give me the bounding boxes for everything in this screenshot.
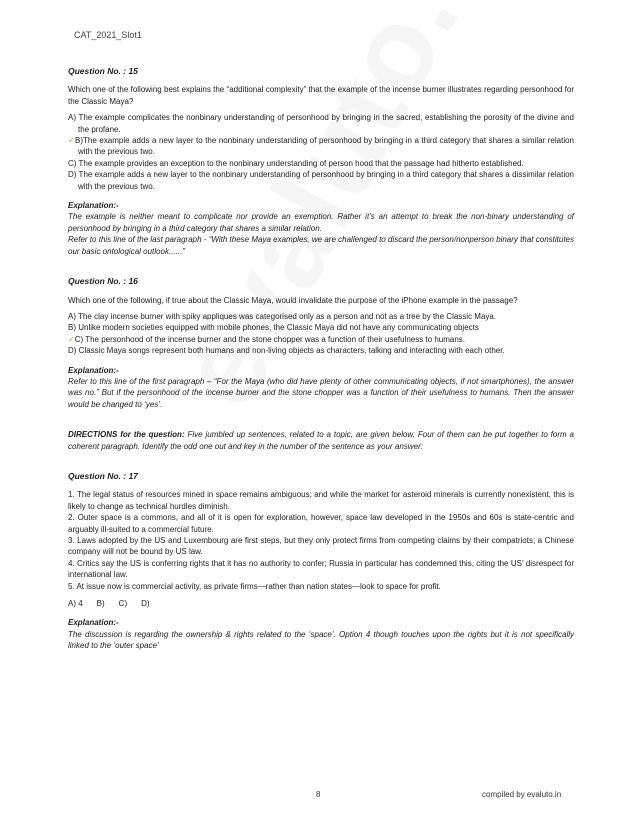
explanation-text: Refer to this line of the first paragraph – “For the Maya (who did have plenty of other communicating objects, if not smartphones), the answer was no.” But if the personhood of the incense burner and the stone chopper was a function of their usefulness to humans. Then the answer would be changed to ‘yes’. — [68, 376, 574, 409]
question-17 — [68, 471, 574, 652]
explanation-heading: Explanation:- — [68, 201, 119, 211]
check-icon: ✓ — [68, 334, 75, 344]
option-b: B) Unlike modern societies equipped with mobile phones, the Classic Maya did not have any communicating objects — [68, 323, 479, 333]
sentence: 4. Critics say the US is conferring rights that it has no authority to confer; Russia in particular has condemned this, citing the US’ disrespect for international law. — [68, 558, 574, 580]
explanation-text: The discussion is regarding the ownership & rights related to the ‘space’. Option 4 though touches upon the rights but it is not specifically linked to the ‘outer space’ — [68, 629, 574, 651]
answer-d: D) — [141, 599, 150, 609]
document-body — [68, 66, 574, 652]
question-16 — [68, 276, 574, 410]
question-heading: Question No. : 16 — [68, 276, 138, 287]
sentence: 2. Outer space is a commons, and all of it is open for exploration, however, space law developed in the 1950s and 60s is state-centric and arguably ill-suited to a commercial future. — [68, 513, 574, 534]
page-number: 8 — [316, 790, 321, 799]
option-d: D) Classic Maya songs represent both humans and non-living objects as characters, talking and interacting with each other. — [68, 346, 505, 356]
answer-b: B) — [96, 599, 105, 609]
explanation-text: Refer to this line of the last paragraph - “With these Maya examples, we are challenged to discard the person/nonperson binary that constitutes our basic ontological outlook......” — [68, 235, 574, 256]
sentence: 1. The legal status of resources mined in space remains ambiguous; and while the market for asteroid minerals is currently nonexistent, this is likely to change as technical hurdles diminish. — [68, 490, 574, 511]
sentence: 3. Laws adopted by the US and Luxembourg are first steps, but they only protect firms from competing claims by their compatriots; a Chinese company will not be bound by US law. — [68, 536, 574, 557]
answer-a: A) 4 — [68, 599, 83, 609]
directions-text: Five jumbled up sentences, related to a topic, are given below. Four of them can be put together to form a coherent paragraph. Identify the odd one out and key in the number of the sentence as your answer: — [68, 430, 574, 451]
question-text: Which one of the following, if true about the Classic Maya, would invalidate the purpose of the iPhone example in the passage? — [68, 295, 518, 305]
question-heading: Question No. : 17 — [68, 470, 138, 481]
option-a: A) The clay incense burner with spiky appliques was categorised only as a person and not as a tree by the Classic Maya. — [68, 311, 497, 321]
footer-credit: compiled by evaluto.in — [482, 790, 562, 799]
explanation-heading: Explanation:- — [68, 618, 119, 628]
explanation-heading: Explanation:- — [68, 365, 119, 375]
directions — [68, 429, 574, 452]
question-text: Which one of the following best explains the “additional complexity” that the example of the incense burner illustrates regarding personhood for the Classic Maya? — [68, 85, 574, 106]
question-heading: Question No. : 15 — [68, 66, 138, 76]
option-b: ✓B)The example adds a new layer to the nonbinary understanding of personhood by bringing in a third category that shares a similar relation with the previous two. — [68, 136, 575, 157]
directions-label: DIRECTIONS for the question: — [68, 430, 185, 440]
answer-c: C) — [118, 599, 128, 609]
explanation-text: The example is neither meant to complicate nor provide an exemption. Rather it’s an attempt to break the non-binary understanding of personhood by bringing in a third category that shares a similar relation. — [68, 212, 574, 233]
answer-options — [68, 598, 574, 609]
option-c: ✓C) The personhood of the incense burner and the stone chopper was a function of their usefulness to humans. — [68, 334, 466, 344]
option-d: D) The example adds a new layer to the nonbinary understanding of personhood by bringing in a third category that shares a dissimilar relation with the previous two. — [68, 170, 574, 191]
sentence: 5. At issue now is commercial activity, as private firms—rather than nation states—look to space for profit. — [68, 581, 441, 591]
check-icon: ✓ — [68, 136, 76, 146]
option-a: A) The example complicates the nonbinary understanding of personhood by bringing in the sacred, establishing the porosity of the divine and the profane. — [68, 113, 574, 134]
option-c: C) The example provides an exception to the nonbinary understanding of person hood that the passage had hitherto established. — [68, 158, 524, 168]
page-header: CAT_2021_Slot1 — [74, 30, 142, 40]
question-15 — [68, 66, 574, 257]
